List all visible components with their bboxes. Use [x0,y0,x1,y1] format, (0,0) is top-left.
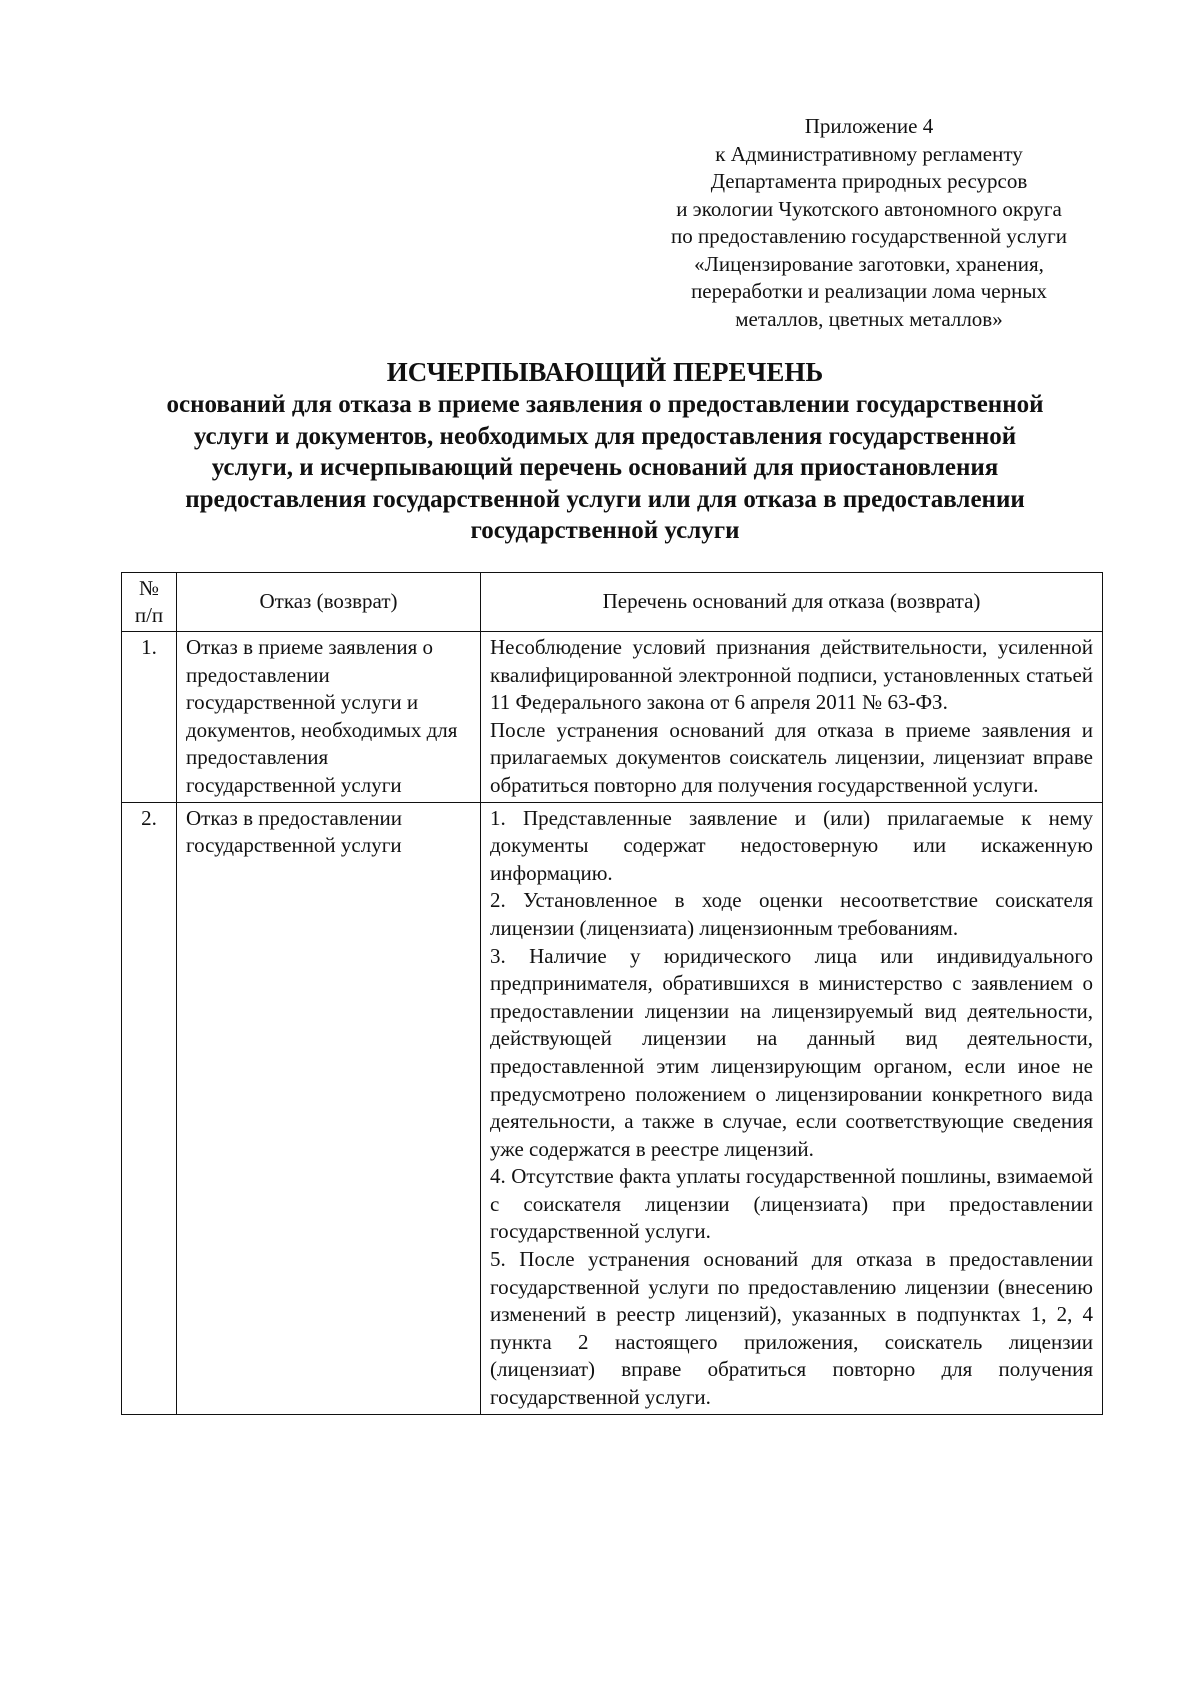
subtitle-line: государственной услуги [470,517,740,544]
row-number: 1. [122,632,177,803]
appendix-line: переработки и реализации лома черных [691,279,1047,303]
subtitle-line: предоставления государственной услуги или для отказа в предоставлении [185,485,1025,513]
subtitle-line: услуги и документов, необходимых для предоставления государственной [193,422,1017,450]
table-row [122,802,1103,1414]
title-main: ИСЧЕРПЫВАЮЩИЙ ПЕРЕЧЕНЬ [386,357,824,387]
header-refusal: Отказ (возврат) [177,573,481,632]
appendix-line: Приложение 4 [804,114,934,138]
appendix-header [630,113,1108,333]
grounds-paragraph: После устранения оснований для отказа в приеме заявления и прилагаемых документов соискатель лицензии, лицензиат вправе обратиться повторно для получения государственной услуги. [490,717,1093,797]
appendix-line: металлов, цветных металлов» [735,306,1003,331]
row-number: 2. [122,802,177,1414]
grounds-paragraph: 4. Отсутствие факта уплаты государственной пошлины, взимаемой с соискателя лицензии (лицензиата) при предоставлении государственной услуги. [490,1164,1093,1244]
subtitle-line: оснований для отказа в приеме заявления о предоставлении государственной [166,391,1044,418]
table-header-row [122,573,1103,632]
subtitle-line: услуги, и исчерпывающий перечень оснований для приостановления [211,454,999,481]
header-number-abbr: п/п [134,603,164,627]
grounds-paragraph: 1. Представленные заявление и (или) прилагаемые к нему документы содержат недостоверную или искаженную информацию. [490,805,1093,885]
row-grounds [481,632,1103,803]
grounds-paragraph: 5. После устранения оснований для отказа в предоставлении государственной услуги по предоставлению лицензии (внесению изменений в реестр лицензий), указанных в подпунктах 1, 2, 4 пункта 2 настоящего приложения, соискатель лицензии (лицензиат) вправе обратиться повторно для получения государственной услуги. [490,1247,1093,1410]
grounds-table [121,572,1103,1415]
appendix-line: к Административному регламенту [715,141,1023,166]
header-number-symbol: № [138,576,160,600]
appendix-line: «Лицензирование заготовки, хранения, [694,251,1044,276]
header-number [122,573,177,632]
header-grounds: Перечень оснований для отказа (возврата) [481,573,1103,632]
appendix-line: по предоставлению государственной услуги [671,224,1067,248]
grounds-paragraph: Несоблюдение условий признания действительности, усиленной квалифицированной электронной подписи, установленных статьей 11 Федерального закона от 6 апреля 2011 № 63-ФЗ. [490,635,1093,715]
grounds-paragraph: 3. Наличие у юридического лица или индивидуального предпринимателя, обратившихся в министерство с заявлением о предоставлении лицензии на лицензируемый вид деятельности, действующей лицензии на данный вид деятельности, предоставленной этим лицензирующим органом, если иное не предусмотрено положением о лицензировании конкретного вида деятельности, а также в случае, если соответствующие сведения уже содержатся в реестре лицензий. [490,943,1093,1161]
grounds-paragraph: 2. Установленное в ходе оценки несоответствие соискателя лицензии (лицензиата) лицензионным требованиям. [490,888,1093,940]
title-subtitle [110,389,1100,547]
row-grounds [481,802,1103,1414]
table-row [122,632,1103,803]
appendix-line: Департамента природных ресурсов [710,169,1028,193]
row-refusal: Отказ в предоставлении государственной услуги [177,802,481,1414]
appendix-line: и экологии Чукотского автономного округа [676,196,1062,221]
document-title [110,357,1100,547]
row-refusal: Отказ в приеме заявления о предоставлении государственной услуги и документов, необходимых для предоставления государственной услуги [177,632,481,803]
